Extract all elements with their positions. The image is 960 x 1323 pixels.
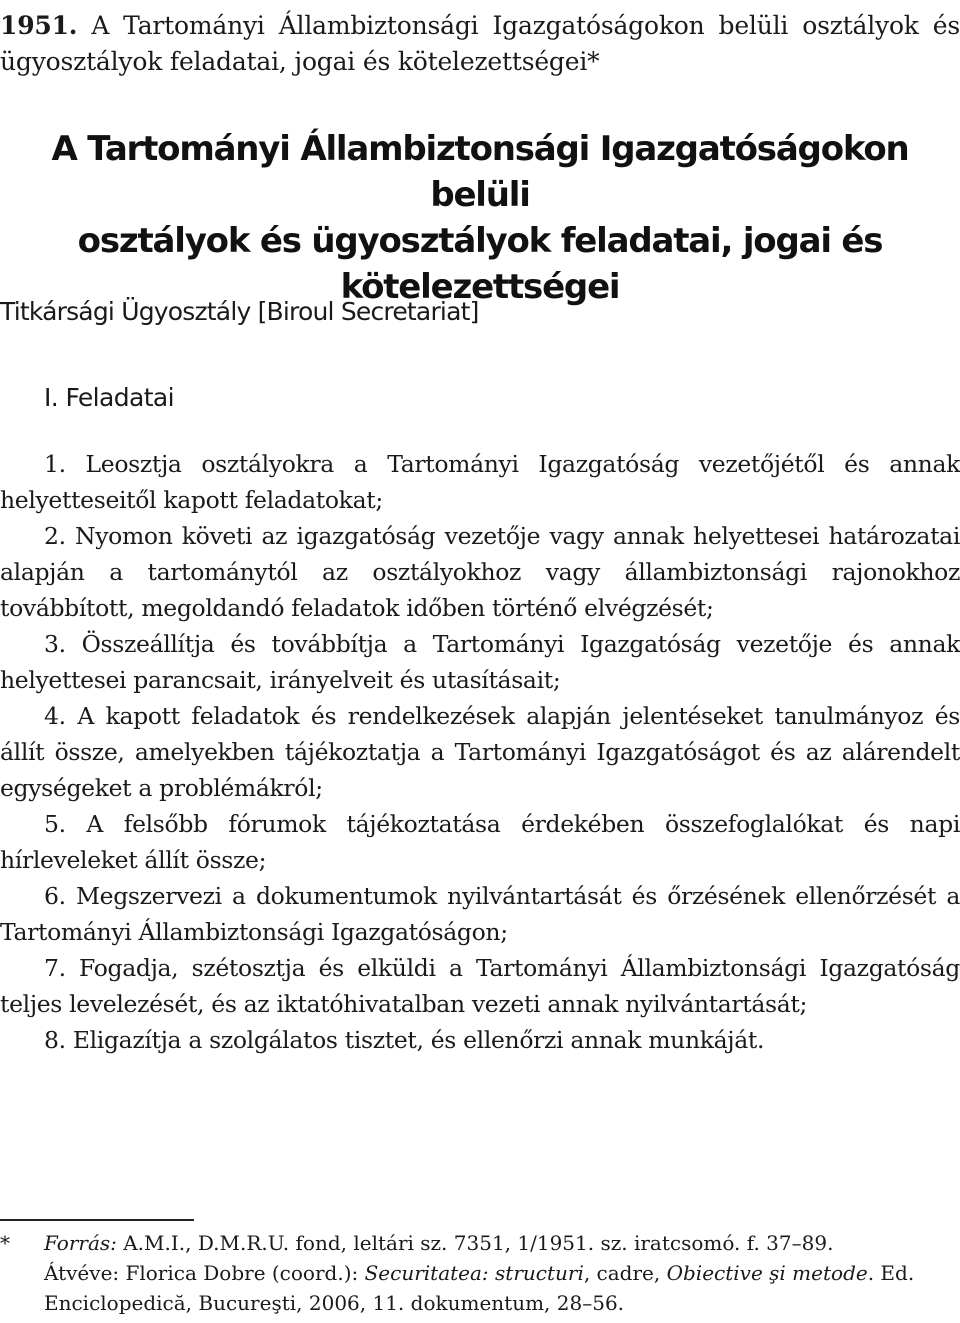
document-heading-text: A Tartományi Állambiztonsági Igazgatóságokon belüli osztályok és ügyosztályok feladatai, jogai és kötelezettségei* bbox=[0, 11, 960, 76]
document-heading bbox=[0, 8, 960, 80]
task-item-7: 7. Fogadja, szétosztja és elküldi a Tartományi Állambiztonsági Igazgatóság teljes levelezését, és az iktatóhivatalban vezeti annak nyilvántartását; bbox=[0, 954, 960, 1018]
task-item-4: 4. A kapott feladatok és rendelkezések alapján jelentéseket tanulmányoz és állít össze, amelyekben tájékoztatja a Tartományi Igazgatóságot és az alárendelt egységeket a problémákról; bbox=[0, 702, 960, 802]
footnote-text bbox=[44, 1228, 960, 1318]
footnote-book-title-1: Securitatea: structuri bbox=[364, 1261, 584, 1285]
task-list bbox=[0, 446, 960, 1058]
footnote-taken-from: Átvéve: Florica Dobre (coord.): bbox=[44, 1261, 365, 1285]
task-item-2: 2. Nyomon követi az igazgatóság vezetője vagy annak helyettesei határozatai alapján a tartománytól az osztályokhoz vagy állambiztonsági rajonokhoz továbbított, megoldandó feladatok időben történő elvégzését; bbox=[0, 522, 960, 622]
main-title-line-2: osztályok és ügyosztályok feladatai, jogai és kötelezettségei bbox=[77, 221, 883, 307]
footnote-source-label: Forrás: bbox=[44, 1231, 117, 1255]
task-item-5: 5. A felsőbb fórumok tájékoztatása érdekében összefoglalókat és napi hírleveleket állít össze; bbox=[0, 810, 960, 874]
footnote-mark: * bbox=[0, 1231, 10, 1255]
footnote-line-2 bbox=[44, 1258, 960, 1288]
subsection-title: I. Feladatai bbox=[44, 383, 174, 412]
document-number: 1951. bbox=[0, 11, 78, 40]
footnote-line-3: Enciclopedică, Bucureşti, 2006, 11. dokumentum, 28–56. bbox=[44, 1291, 625, 1315]
footnote-divider bbox=[0, 1219, 194, 1221]
task-item-8: 8. Eligazítja a szolgálatos tisztet, és ellenőrzi annak munkáját. bbox=[44, 1026, 765, 1054]
footnote-source-text: A.M.I., D.M.R.U. fond, leltári sz. 7351, 1/1951. sz. iratcsomó. f. 37–89. bbox=[123, 1231, 834, 1255]
footnote-line-1 bbox=[44, 1228, 960, 1258]
footnote bbox=[0, 1228, 960, 1318]
footnote-sep: , cadre, bbox=[583, 1261, 667, 1285]
task-item-3: 3. Összeállítja és továbbítja a Tartományi Igazgatóság vezetője és annak helyettesei parancsait, irányelveit és utasításait; bbox=[0, 630, 960, 694]
footnote-ed: . Ed. bbox=[867, 1261, 915, 1285]
task-item-6: 6. Megszervezi a dokumentumok nyilvántartását és őrzésének ellenőrzését a Tartományi Állambiztonsági Igazgatóságon; bbox=[0, 882, 960, 946]
main-title bbox=[0, 126, 960, 310]
section-title: Titkársági Ügyosztály [Biroul Secretariat] bbox=[0, 297, 479, 326]
task-item-1: 1. Leosztja osztályokra a Tartományi Igazgatóság vezetőjétől és annak helyetteseitől kapott feladatokat; bbox=[0, 450, 960, 514]
main-title-line-1: A Tartományi Állambiztonsági Igazgatóságokon belüli bbox=[51, 129, 909, 215]
footnote-book-title-2: Obiective şi metode bbox=[666, 1261, 868, 1285]
